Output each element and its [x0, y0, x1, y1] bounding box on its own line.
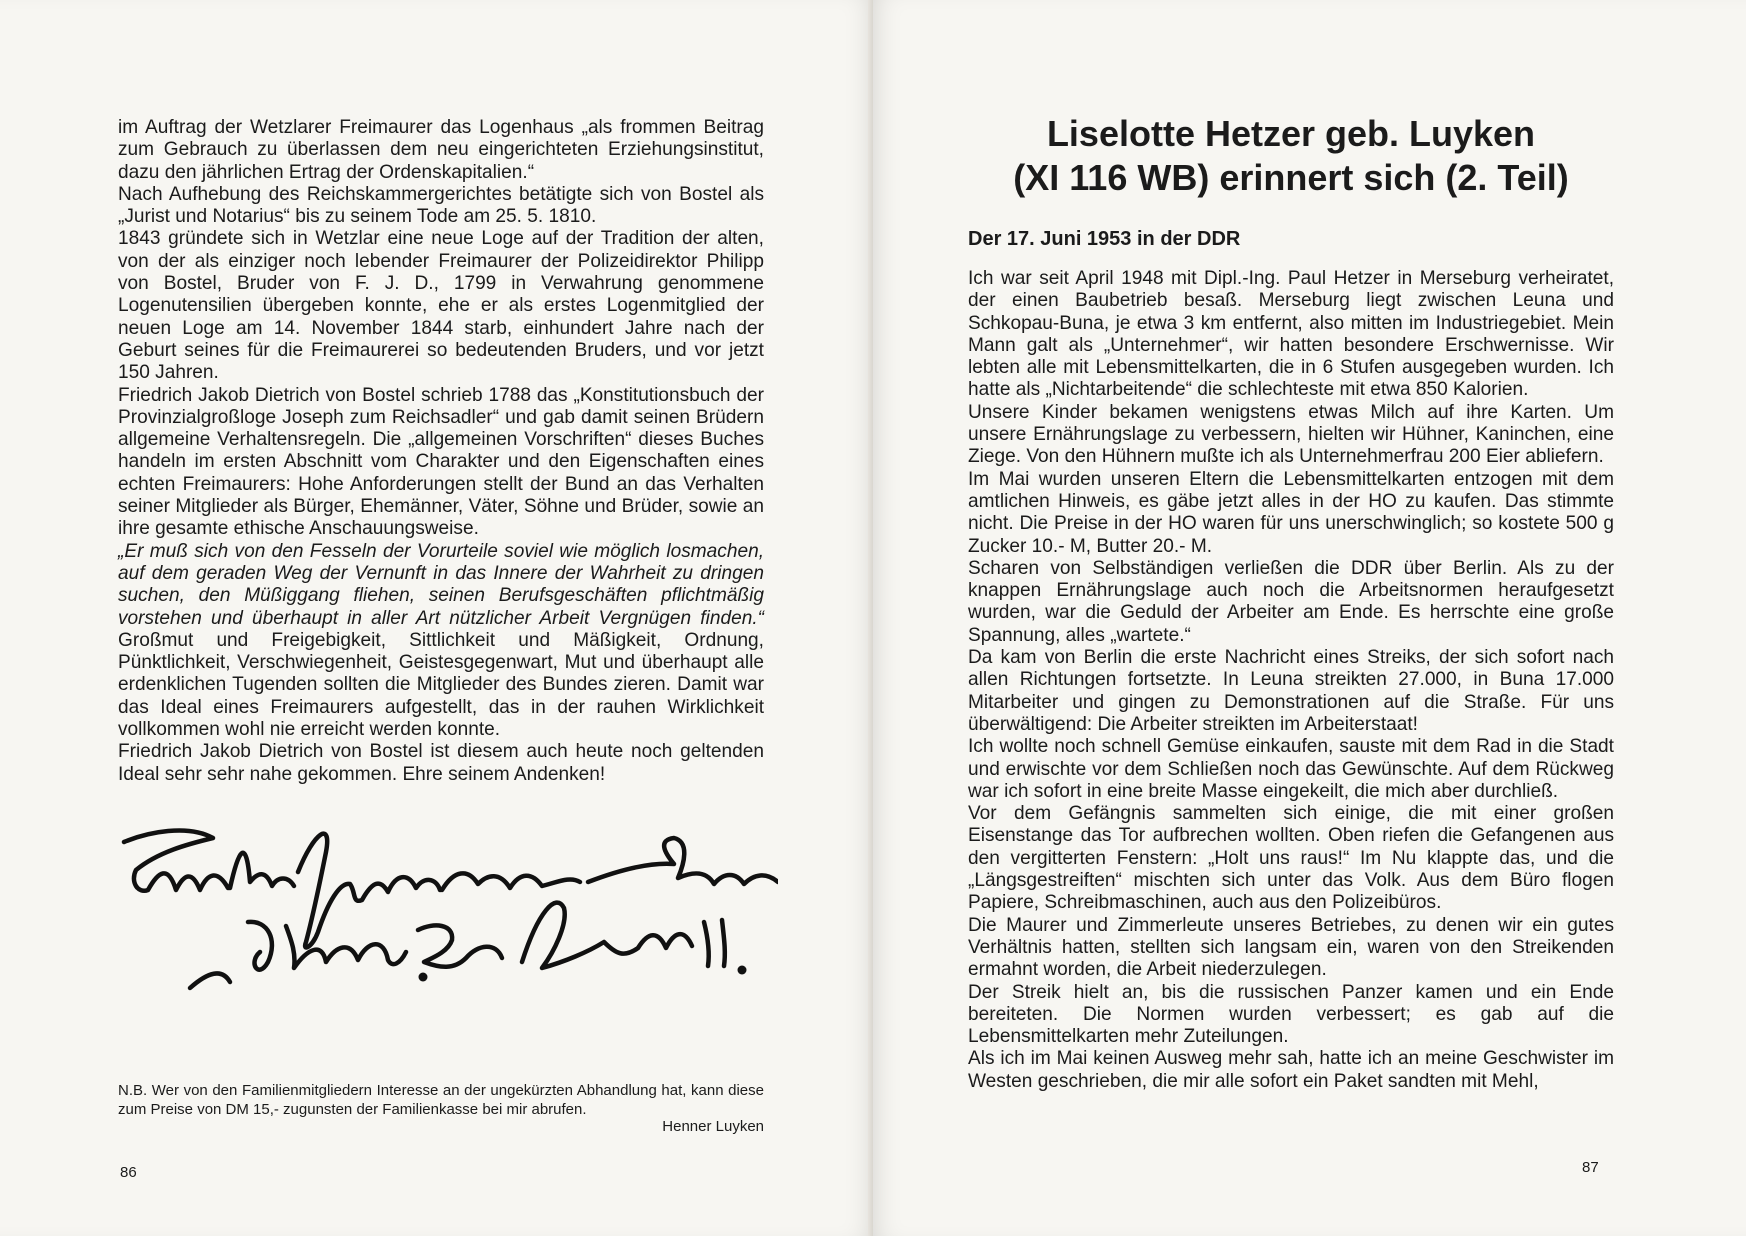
author-name: Henner Luyken — [662, 1118, 764, 1135]
paragraph: Friedrich Jakob Dietrich von Bostel ist diesem auch heute noch geltenden Ideal sehr sehr nahe gekommen. Ehre seinem Andenken! — [118, 741, 764, 785]
footnote: N.B. Wer von den Familienmitgliedern Interesse an der ungekürzten Abhandlung hat, kann diese zum Preise von DM 15,- zugunsten der Familienkasse bei mir abrufen. — [118, 1082, 764, 1118]
article-title — [968, 112, 1614, 200]
paragraph: Nach Aufhebung des Reichskammergerichtes betätigte sich von Bostel als „Jurist und Notarius“ bis zu seinem Tode am 25. 5. 1810. — [118, 183, 764, 228]
left-body-text — [118, 117, 764, 786]
paragraph — [118, 541, 764, 742]
paragraph: Da kam von Berlin die erste Nachricht eines Streiks, der sich sofort nach allen Richtungen fortsetzte. In Leuna streikten 27.000, in Buna 17.000 Mitarbeiter und gingen zu Demonstrationen auf die Straße. Für uns überwältigend: Die Arbeiter streikten im Arbeiterstaat! — [968, 647, 1614, 735]
paragraph: Vor dem Gefängnis sammelten sich einige, die mit einer großen Eisenstange das Tor aufbrechen wollten. Oben riefen die Gefangenen aus den vergitterten Fenstern: „Holt uns raus!“ Im Nu klappte das, und die „Längsgestreiften“ mischten sich unter das Volk. Aus dem Büro flogen Papiere, Schreibmaschinen, auch aus den Polizeibüros. — [968, 803, 1614, 914]
paragraph: Als ich im Mai keinen Ausweg mehr sah, hatte ich an meine Geschwister im Westen geschrieben, die mir alle sofort ein Paket sandten mit Mehl, — [968, 1048, 1614, 1092]
paragraph: 1843 gründete sich in Wetzlar eine neue Loge auf der Tradition der alten, von der als einziger noch lebender Freimaurer der Polizeidirektor Philipp von Bostel, Bruder von F. J. D., 1799 in Verwahrung genommene Logenutensilien übergeben konnte, ehe er als erstes Logenmitglied der neuen Loge am 14. November 1844 starb, einhundert Jahre nach der Geburt seines für die Freimaurerei so bedeutenden Bruders, und vor jetzt 150 Jahren. — [118, 228, 764, 384]
paragraph: Friedrich Jakob Dietrich von Bostel schrieb 1788 das „Konstitutionsbuch der Provinzialgroßloge Joseph zum Reichsadler“ und gab damit seinen Brüdern allgemeine Verhaltensregeln. Die „allgemeinen Vorschriften“ dieses Buches handeln im ersten Abschnitt vom Charakter und den Eigenschaften eines echten Freimaurers: Hohe Anforderungen stellt der Bund an das Verhalten seiner Mitglieder als Bürger, Ehemänner, Väter, Söhne und Brüder, sowie an ihre gesamte ethische Anschauungsweise. — [118, 384, 764, 540]
page-number: 86 — [120, 1164, 137, 1181]
paragraph: Die Maurer und Zimmerleute unseres Betriebes, zu denen wir ein gutes Verhältnis hatten, stellten sich langsam ein, waren von den Streikenden ermahnt worden, die Arbeit niederzulegen. — [968, 914, 1614, 981]
section-heading: Der 17. Juni 1953 in der DDR — [968, 228, 1241, 250]
paragraph: Im Mai wurden unseren Eltern die Lebensmittelkarten entzogen mit dem amtlichen Hinweis, es gäbe jetzt alles in der HO zu kaufen. Das stimmte nicht. Die Preise in der HO waren für uns unerschwinglich; so kostete 500 g Zucker 10.- M, Butter 20.- M. — [968, 468, 1614, 557]
paragraph: Unsere Kinder bekamen wenigstens etwas Milch auf ihre Karten. Um unsere Ernährungslage zu verbessern, hielten wir Hühner, Kaninchen, eine Ziege. Von den Hühnern mußte ich als Unternehmerfrau 200 Eier abliefern. — [968, 401, 1614, 468]
paragraph: Scharen von Selbständigen verließen die DDR über Berlin. Als zu der knappen Ernährungslage auch noch die Arbeitsnormen heraufgesetzt wurden, war die Geduld der Arbeiter am Ende. Es herrschte eine große Spannung, alles „wartete.“ — [968, 557, 1614, 646]
paragraph: Ich wollte noch schnell Gemüse einkaufen, sauste mit dem Rad in die Stadt und erwischte vor dem Schließen noch das Gewünschte. Auf dem Rückweg war ich sofort in eine breite Masse eingekeilt, die mich aber durchließ. — [968, 736, 1614, 802]
handwritten-signature — [118, 812, 778, 1012]
quote-continuation: Großmut und Freigebigkeit, Sittlichkeit und Mäßigkeit, Ordnung, Pünktlichkeit, Verschwiegenheit, Geistesgegenwart, Mut und überhaupt alle erdenklichen Tugenden sollten die Mitglieder des Bundes zieren. Damit war das Ideal eines Freimaurers aufgestellt, das in der rauhen Wirklichkeit vollkommen wohl nie erreicht werden konnte. — [118, 629, 764, 741]
right-body-text — [968, 268, 1614, 1093]
italic-quote: „Er muß sich von den Fesseln der Vorurteile soviel wie möglich losmachen, auf dem geraden Weg der Vernunft in das Innere der Wahrheit zu dringen suchen, den Müßiggang fliehen, seinen Berufsgeschäften pflichtmäßig vorstehen und überhaupt in aller Art nützlicher Arbeit Vergnügen finden.“ — [118, 540, 764, 629]
paragraph: Der Streik hielt an, bis die russischen Panzer kamen und ein Ende bereiteten. Die Normen wurden verbessert; es gab auf die Lebensmittelkarten mehr Zuteilungen. — [968, 981, 1614, 1048]
page-number: 87 — [1582, 1159, 1599, 1176]
title-line-2: (XI 116 WB) erinnert sich (2. Teil) — [1013, 157, 1569, 198]
title-line-1: Liselotte Hetzer geb. Luyken — [1046, 113, 1536, 154]
paragraph: im Auftrag der Wetzlarer Freimaurer das Logenhaus „als frommen Beitrag zum Gebrauch zu überlassen dem neu eingerichteten Erziehungsinstitut, dazu den jährlichen Ertrag der Ordenskapitalien.“ — [118, 117, 764, 183]
paragraph: Ich war seit April 1948 mit Dipl.-Ing. Paul Hetzer in Merseburg verheiratet, der einen Baubetrieb besaß. Merseburg liegt zwischen Leuna und Schkopau-Buna, je etwa 3 km entfernt, also mitten im Industriegebiet. Mein Mann galt als „Unternehmer“, wir hatten besondere Erschwernisse. Wir lebten alle mit Lebensmittelkarten, die in 6 Stufen ausgegeben wurden. Ich hatte als „Nichtarbeitende“ die schlechteste mit etwa 850 Kalorien. — [968, 268, 1614, 401]
